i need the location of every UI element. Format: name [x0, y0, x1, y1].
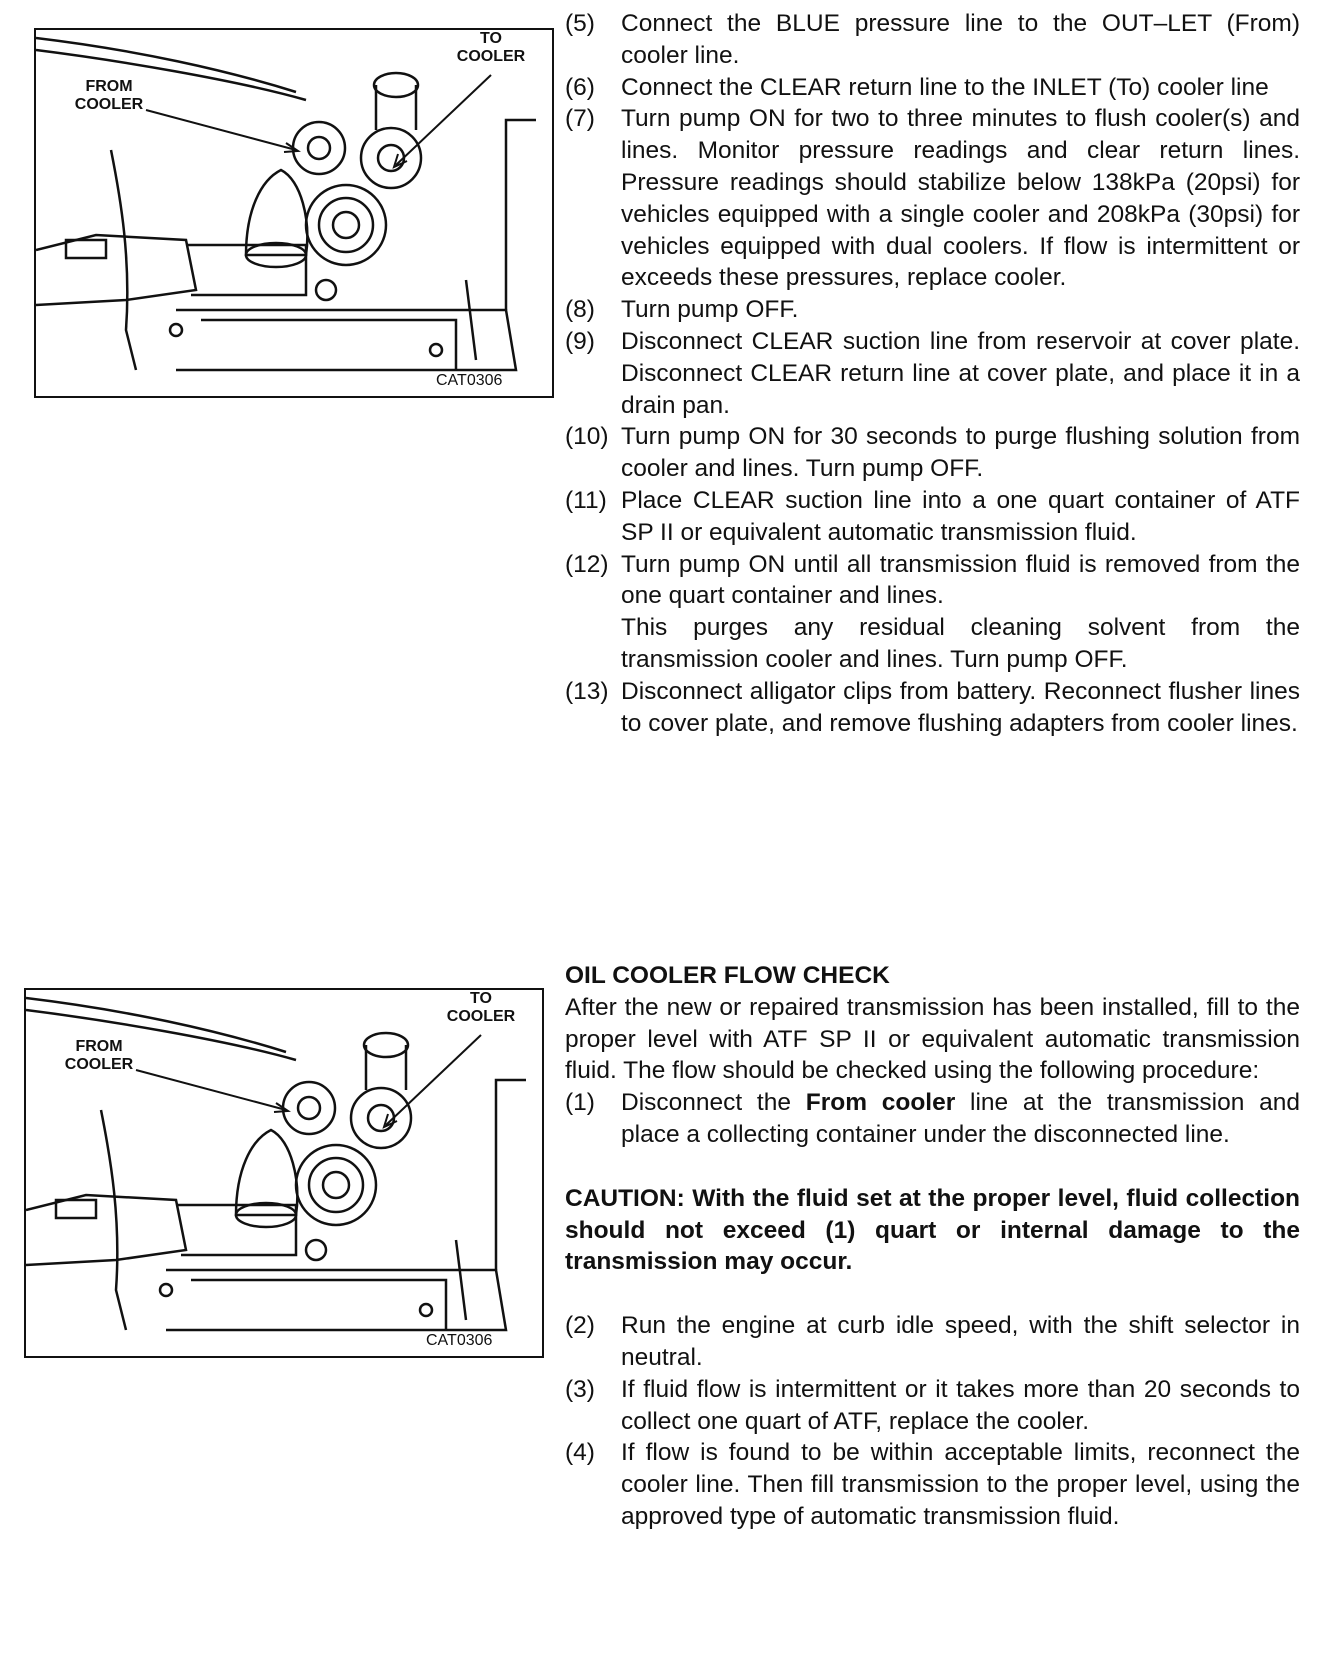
step-number: (3)	[565, 1375, 595, 1403]
figure-cooler-lines-2	[24, 988, 544, 1358]
list-item	[565, 1374, 1300, 1438]
step-number: (10)	[565, 423, 609, 451]
to-cooler-label: TO COOLER	[456, 30, 526, 65]
step-number: (8)	[565, 296, 595, 324]
section-heading: OIL COOLER FLOW CHECK	[565, 962, 890, 989]
figure-cooler-lines-1	[34, 28, 554, 398]
step-text: If fluid flow is intermittent or it takes more than 20 seconds to collect one quart of ATF, replace the cooler.	[621, 1375, 1300, 1435]
step-text: Turn pump ON for 30 seconds to purge flushing solution from cooler and lines. Turn pump OFF.	[621, 423, 1300, 483]
step-text-bold: From cooler	[805, 1089, 956, 1117]
step-text-pre: Disconnect the	[621, 1089, 806, 1117]
section-oil-cooler-flow-check	[565, 960, 1300, 1533]
step-number: (4)	[565, 1439, 595, 1467]
list-item	[565, 549, 1300, 676]
step-text: If flow is found to be within acceptable limits, reconnect the cooler line. Then fill transmission to the proper level, using the approved type of automatic transmission fluid.	[621, 1439, 1300, 1530]
list-item	[565, 294, 1300, 326]
step-number: (13)	[565, 677, 609, 705]
list-item	[565, 103, 1300, 294]
step-text: Disconnect alligator clips from battery. Reconnect flusher lines to cover plate, and remove flushing adapters from cooler lines.	[621, 677, 1300, 737]
step-text: Turn pump OFF.	[621, 296, 799, 324]
step-number: (9)	[565, 327, 595, 355]
step-number: (6)	[565, 73, 595, 101]
figure-code: CAT0306	[426, 1332, 493, 1349]
step-text-continued: This purges any residual cleaning solvent from the transmission cooler and lines. Turn pump OFF.	[621, 614, 1300, 673]
step-text	[621, 1087, 1300, 1151]
figure-code: CAT0306	[436, 372, 503, 389]
step-number: (12)	[565, 550, 609, 578]
list-item	[565, 8, 1300, 72]
step-number: (1)	[565, 1089, 595, 1117]
step-number: (2)	[565, 1312, 595, 1340]
step-text-part: Turn pump ON until all transmission fluid is removed from the one quart container and lines.	[621, 550, 1300, 610]
to-cooler-label: TO COOLER	[446, 990, 516, 1025]
step-text: Turn pump ON for two to three minutes to flush cooler(s) and lines. Monitor pressure readings and clear return lines. Pressure readings should stabilize below 138kPa (20psi) for vehicles equipped with a single cooler and 208kPa (30psi) for vehicles equipped with dual coolers. If flow is intermittent or exceeds these pressures, replace cooler.	[621, 105, 1300, 292]
step-number: (5)	[565, 10, 595, 37]
list-item	[565, 72, 1300, 104]
list-item	[565, 1087, 1300, 1151]
step-text	[621, 549, 1300, 676]
step-text: Connect the BLUE pressure line to the OUT–LET (From) cooler line.	[621, 10, 1300, 69]
list-item	[565, 485, 1300, 549]
step-number: (7)	[565, 105, 595, 133]
section-flush-steps	[565, 8, 1300, 739]
caution-note: CAUTION: With the fluid set at the proper level, fluid collection should not exceed (1) quart or internal damage to the transmission may occur.	[565, 1184, 1300, 1276]
step-text-post: line at the transmission and place a collecting container under the disconnected line.	[621, 1089, 1300, 1148]
from-cooler-label: FROM COOLER	[64, 1038, 134, 1073]
step-text: Disconnect CLEAR suction line from reservoir at cover plate. Disconnect CLEAR return line at cover plate, and place it in a drain pan.	[621, 327, 1300, 419]
list-item	[565, 421, 1300, 485]
step-number: (11)	[565, 486, 607, 514]
intro-paragraph: After the new or repaired transmission has been installed, fill to the proper level with ATF SP II or equivalent automatic transmission fluid. The flow should be checked using the following procedure:	[565, 993, 1300, 1085]
list-item	[565, 1437, 1300, 1532]
from-cooler-label: FROM COOLER	[74, 78, 144, 113]
step-text: Place CLEAR suction line into a one quart container of ATF SP II or equivalent automatic transmission fluid.	[621, 486, 1300, 546]
list-item	[565, 676, 1300, 740]
list-item	[565, 1310, 1300, 1374]
step-text: Run the engine at curb idle speed, with the shift selector in neutral.	[621, 1312, 1300, 1371]
list-item	[565, 326, 1300, 421]
step-text: Connect the CLEAR return line to the INLET (To) cooler line	[621, 73, 1269, 101]
